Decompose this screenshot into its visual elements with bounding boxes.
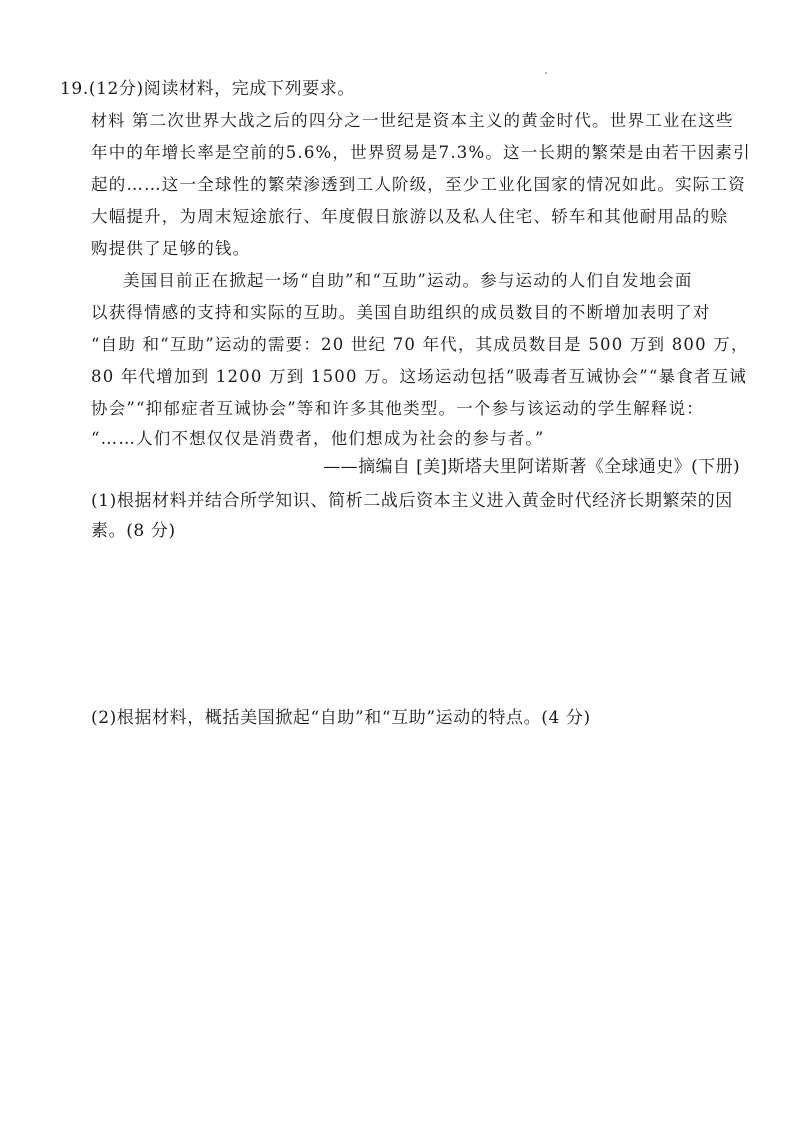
sub-question-1-line: 素。(8 分) xyxy=(91,521,176,541)
material-line: 大幅提升，为周末短途旅行、年度假日旅游以及私人住宅、轿车和其他耐用品的赊 xyxy=(91,207,729,226)
material-line xyxy=(91,110,734,132)
question-number: 19. xyxy=(60,79,89,99)
question-instruction: 阅读材料，完成下列要求。 xyxy=(143,79,355,99)
material-line: 协会”“抑郁症者互诫协会”等和许多其他类型。一个参与该运动的学生解释说： xyxy=(91,399,705,418)
material-line: 年中的年增长率是空前的5.6%，世界贸易是7.3%。这一长期的繁荣是由若干因素引 xyxy=(91,143,751,162)
material-source: ——摘编自 [美]斯塔夫里阿诺斯著《全球通史》(下册) xyxy=(323,457,740,477)
scan-speck xyxy=(545,72,547,74)
material-line: 购提供了足够的钱。 xyxy=(91,239,251,258)
material-line: “自助 和“互助”运动的需要：20 世纪 70 年代，其成员数目是 500 万到 800 万， xyxy=(91,335,749,354)
material-line: 以获得情感的支持和实际的互助。美国自助组织的成员数目的不断增加表明了对 xyxy=(91,303,711,322)
question-score: (12分) xyxy=(88,79,144,99)
sub-question-2-line: (2)根据材料，概括美国掀起“自助”和“互助”运动的特点。(4 分) xyxy=(91,708,591,728)
material-line: “……人们不想仅仅是消费者，他们想成为社会的参与者。” xyxy=(91,429,545,448)
sub-question-1-line: (1)根据材料并结合所学知识、简析二战后资本主义进入黄金时代经济长期繁荣的因 xyxy=(91,491,733,511)
material-line: 80 年代增加到 1200 万到 1500 万。这场运动包括“吸毒者互诫协会”“暴食者互诫 xyxy=(91,367,748,386)
material-text: 第二次世界大战之后的四分之一世纪是资本主义的黄金时代。世界工业在这些 xyxy=(131,111,734,130)
material-line: 起的……这一全球性的繁荣渗透到工人阶级，至少工业化国家的情况如此。实际工资 xyxy=(91,175,746,194)
question-header xyxy=(60,78,355,100)
material-label: 材料 xyxy=(91,111,126,130)
material-line: 美国目前正在掀起一场“自助”和“互助”运动。参与运动的人们自发地会面 xyxy=(123,271,693,290)
